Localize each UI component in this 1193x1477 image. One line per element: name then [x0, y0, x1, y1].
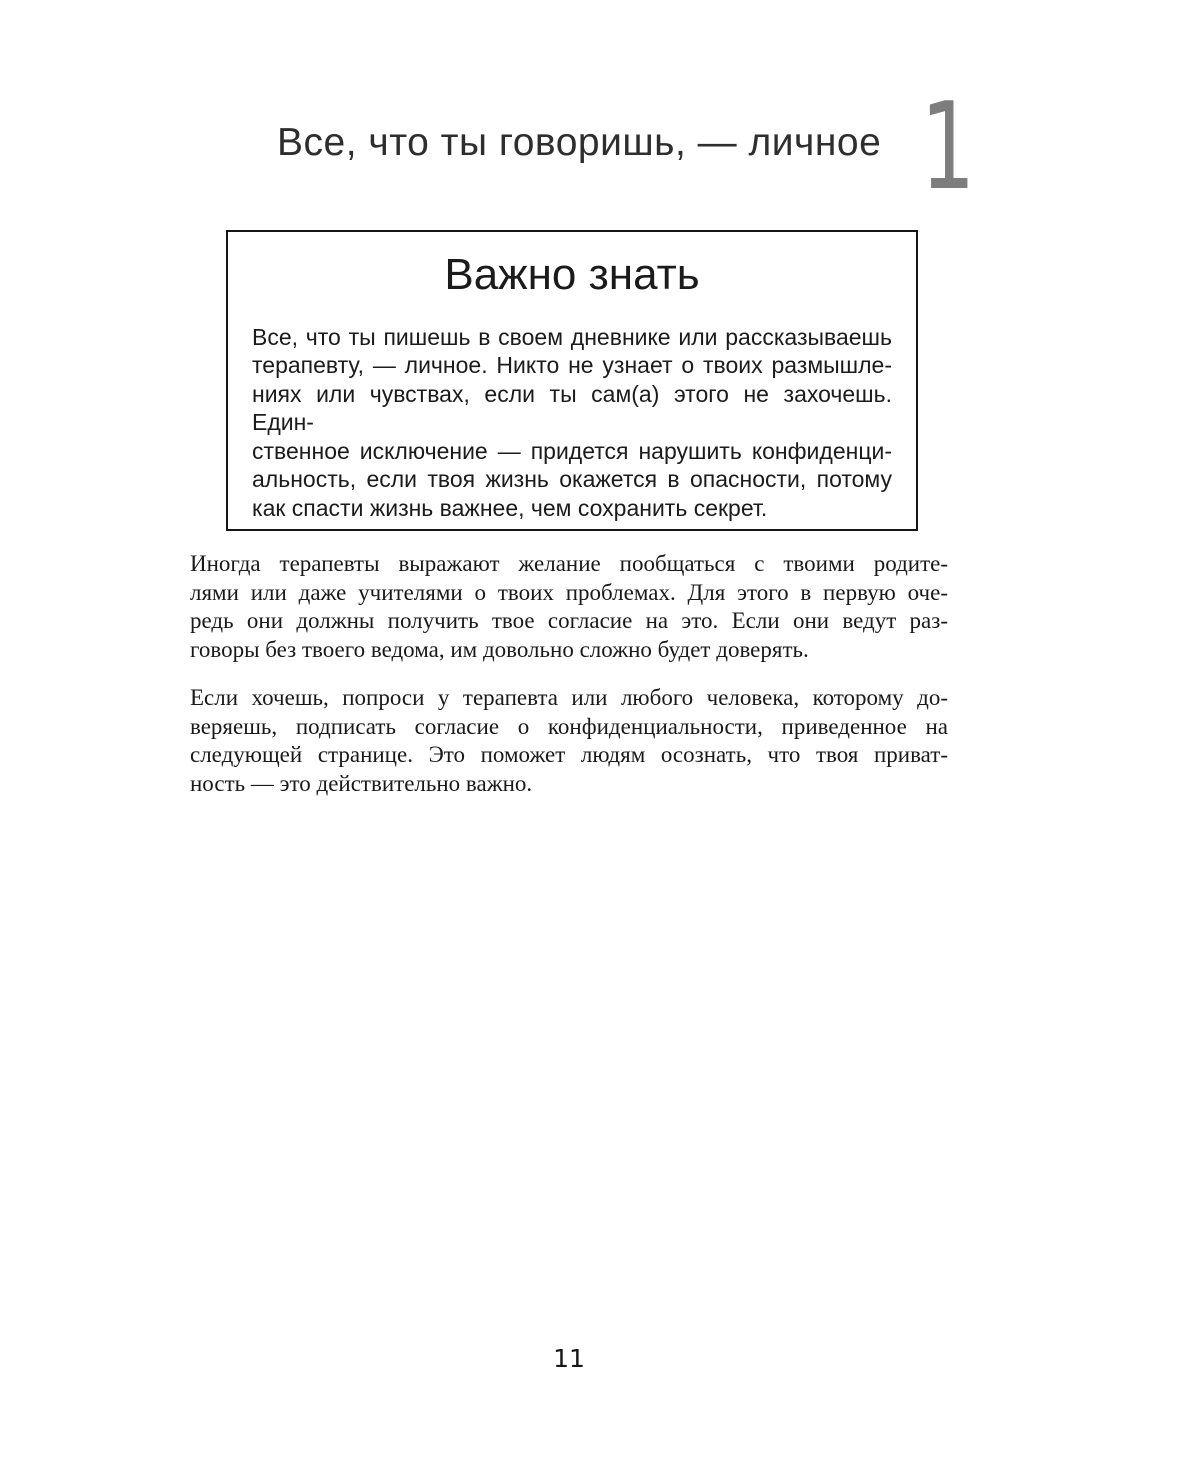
text-line: Если хочешь, попроси у терапевта или любого человека, которому до- [190, 685, 948, 710]
chapter-title: Все, что ты говоришь, — личное [277, 121, 882, 164]
text-line: лями или даже учителями о твоих проблемах. Для этого в первую оче- [190, 579, 948, 605]
text-line: терапевту, — личное. Никто не узнает о твоих размышле- [252, 352, 892, 379]
important-note-box [226, 230, 918, 531]
text-line: как спасти жизнь важнее, чем сохранить секрет. [252, 494, 768, 521]
text-line: ность — это действительно важно. [190, 770, 533, 796]
page-number: 11 [553, 1344, 585, 1373]
text-line: следующей странице. Это поможет людям осознать, что твоя приват- [190, 742, 948, 767]
text-line: ственное исключение — придется нарушить конфиденци- [252, 437, 892, 464]
text-line: редь они должны получить твое согласие на это. Если они ведут раз- [190, 608, 948, 633]
text-line: веряешь, подписать согласие о конфиденциальности, приведенное на [190, 713, 948, 739]
text-line: говоры без твоего ведома, им довольно сложно будет доверять. [190, 636, 809, 662]
chapter-number: 1 [920, 78, 975, 217]
body-paragraph-1 [190, 550, 948, 664]
text-line: альность, если твоя жизнь окажется в опасности, потому [252, 466, 892, 493]
text-line: Все, что ты пишешь в своем дневнике или рассказываешь [252, 323, 892, 350]
text-line: Иногда терапевты выражают желание пообщаться с твоими родите- [190, 551, 948, 576]
body-paragraph-2 [190, 684, 948, 798]
text-line: ниях или чувствах, если ты сам(а) этого не захочешь. Един- [252, 380, 892, 436]
callout-text [252, 323, 892, 523]
callout-heading: Важно знать [444, 250, 700, 299]
